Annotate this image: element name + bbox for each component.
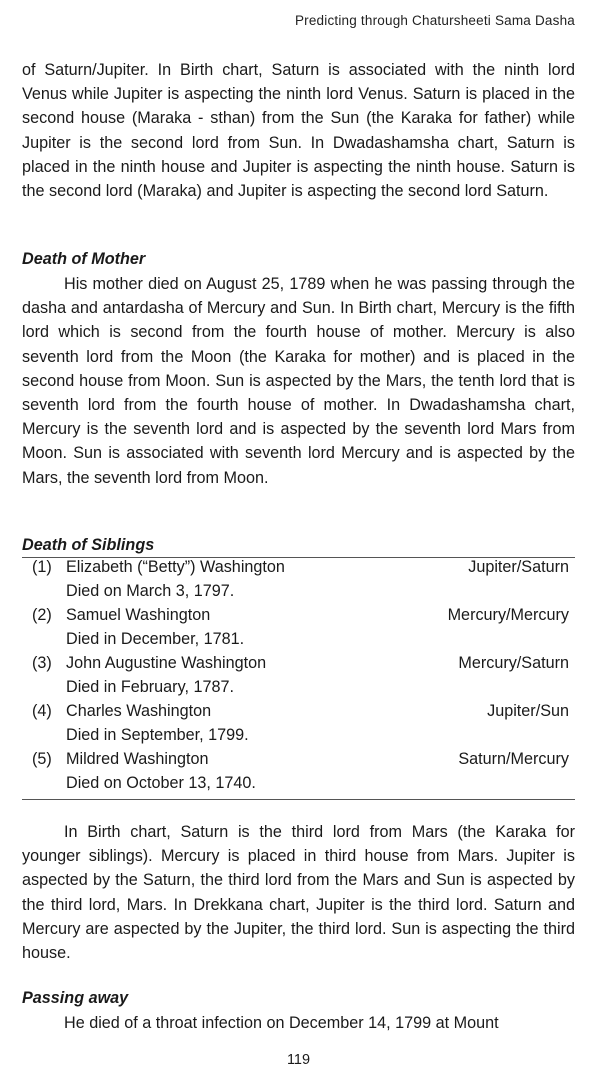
sibling-name: Charles Washington [66,702,212,720]
sibling-name: Samuel Washington [66,606,211,624]
mother-paragraph: His mother died on August 25, 1789 when he was passing through the dasha and antardasha of Mercury and Sun. In Birth chart, Mercury is the fifth lord which is second from the fourth house of mother. Mercury is also seventh lord from the Moon (the Karaka for mother) and is placed in the second house from Moon. Sun is aspected by the Mars, the tenth lord that is seventh lord from the fourth house of mother. In Dwadashamsha chart, Mercury is the seventh lord and is aspected by the seventh lord Mars from Moon. Sun is associated with seventh lord Mercury and is aspected by the Mars, the seventh lord from Moon. [22,275,575,487]
list-item [22,702,575,750]
dasha-period: Jupiter/Saturn [468,558,569,576]
table-bottom-rule [22,799,575,800]
sibling-name: Elizabeth (“Betty”) Washington [66,558,285,576]
sibling-name: John Augustine Washington [66,654,267,672]
item-number: (4) [32,702,52,720]
list-item [22,750,575,798]
dasha-period: Saturn/Mercury [458,750,569,768]
death-date: Died on March 3, 1797. [66,582,235,600]
passing-paragraph: He died of a throat infection on December 14, 1799 at Mount [64,1014,499,1032]
sibling-name: Mildred Washington [66,750,209,768]
book-page [22,0,575,1077]
dasha-period: Mercury/Saturn [458,654,569,672]
siblings-list [22,558,575,798]
item-number: (5) [32,750,52,768]
dasha-period: Mercury/Mercury [447,606,569,624]
list-item [22,558,575,606]
item-number: (1) [32,558,52,576]
death-date: Died in December, 1781. [66,630,245,648]
item-number: (3) [32,654,52,672]
running-head: Predicting through Chatursheeti Sama Dasha [294,13,575,28]
siblings-analysis-paragraph: In Birth chart, Saturn is the third lord from Mars (the Karaka for younger siblings). Mercury is placed in third house from Mars. Jupiter is aspected by the Saturn, the third lord from the Mars and Sun is aspected by the third lord, Mars. In Drekkana chart, Jupiter is the third lord. Saturn and Mercury are aspected by the Jupiter, the third lord. Sun is aspecting the third house. [22,823,575,963]
death-date: Died in February, 1787. [66,678,234,696]
dasha-period: Jupiter/Sun [487,702,569,720]
list-item [22,654,575,702]
item-number: (2) [32,606,52,624]
death-date: Died on October 13, 1740. [66,774,256,792]
death-date: Died in September, 1799. [66,726,249,744]
heading-passing-away: Passing away [22,989,129,1007]
heading-death-of-mother: Death of Mother [22,250,146,268]
page-number: 119 [286,1052,311,1068]
intro-paragraph: of Saturn/Jupiter. In Birth chart, Saturn is associated with the ninth lord Venus while Jupiter is aspecting the ninth lord Venus. Saturn is placed in the second house (Maraka - sthan) from the Sun (the Karaka for father) while Jupiter is the second lord from Sun. In Dwadashamsha chart, Saturn is placed in the ninth house and Jupiter is aspecting the ninth house. Saturn is the second lord (Maraka) and Jupiter is aspecting the second lord Saturn. [22,61,575,201]
list-item [22,606,575,654]
heading-death-of-siblings: Death of Siblings [22,536,155,554]
